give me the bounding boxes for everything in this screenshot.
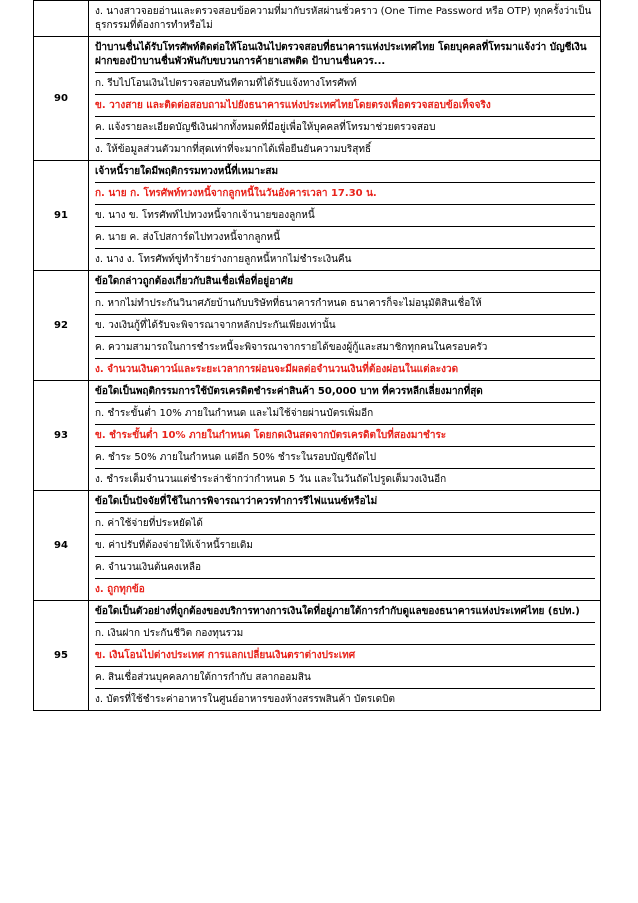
question-body [89, 1, 601, 37]
question-body [89, 601, 601, 711]
question-number: 91 [34, 161, 89, 271]
answer-option: ง. นางสาวจอยอ่านและตรวจสอบข้อความที่มากับรหัสผ่านชั่วคราว (One Time Password หรือ OTP) ทุกครั้งว่าเป็นธุรกรรมที่ต้องการทำหรือไม่ [95, 6, 592, 31]
question-number: 95 [34, 601, 89, 711]
answer-option: ก. ชำระขั้นต่ำ 10% ภายในกำหนด และไม่ใช้จ่ายผ่านบัตรเพิ่มอีก [95, 403, 595, 425]
correct-answer-option: ข. วางสาย และติดต่อสอบถามไปยังธนาคารแห่งประเทศไทยโดยตรงเพื่อตรวจสอบข้อเท็จจริง [95, 95, 595, 117]
question-row [34, 271, 601, 381]
question-body [89, 491, 601, 601]
answer-option: ค. แจ้งรายละเอียดบัญชีเงินฝากทั้งหมดที่มีอยู่เพื่อให้บุคคลที่โทรมาช่วยตรวจสอบ [95, 117, 595, 139]
question-text: ป้าบานชื่นได้รับโทรศัพท์ติดต่อให้โอนเงินไปตรวจสอบที่ธนาคารแห่งประเทศไทย โดยบุคคลที่โทรมาแจ้งว่า บัญชีเงินฝากของป้าบานชื่นพัวพันกับขบวนการค้ายาเสพติด ป้าบานชื่นควร... [95, 37, 595, 73]
answer-option: ก. หากไม่ทำประกันวินาศภัยบ้านกับบริษัทที่ธนาคารกำหนด ธนาคารก็จะไม่อนุมัติสินเชื่อให้ [95, 293, 595, 315]
question-number [34, 1, 89, 37]
correct-answer-option: ก. นาย ก. โทรศัพท์ทวงหนี้จากลูกหนี้ในวันอังคารเวลา 17.30 น. [95, 183, 595, 205]
question-text: ข้อใดเป็นตัวอย่างที่ถูกต้องของบริการทางการเงินใดที่อยู่ภายใต้การกำกับดูแลของธนาคารแห่งประเทศไทย (ธปท.) [95, 601, 595, 623]
answer-option: ค. ความสามารถในการชำระหนี้จะพิจารณาจากรายได้ของผู้กู้และสมาชิกทุกคนในครอบครัว [95, 337, 595, 359]
correct-answer-option: ง. จำนวนเงินดาวน์และระยะเวลาการผ่อนจะมีผลต่อจำนวนเงินที่ต้องผ่อนในแต่ละงวด [95, 364, 459, 375]
question-table-body [34, 1, 601, 711]
question-row [34, 491, 601, 601]
answer-option: ข. นาง ข. โทรศัพท์ไปทวงหนี้จากเจ้านายของลูกหนี้ [95, 205, 595, 227]
question-number: 93 [34, 381, 89, 491]
question-row [34, 37, 601, 161]
question-text: ข้อใดกล่าวถูกต้องเกี่ยวกับสินเชื่อเพื่อที่อยู่อาศัย [95, 271, 595, 293]
question-text: เจ้าหนี้รายใดมีพฤติกรรมทวงหนี้ที่เหมาะสม [95, 161, 595, 183]
question-row [34, 161, 601, 271]
correct-answer-option: ข. ชำระขั้นต่ำ 10% ภายในกำหนด โดยกดเงินสดจากบัตรเครดิตใบที่สองมาชำระ [95, 425, 595, 447]
question-number: 94 [34, 491, 89, 601]
answer-option: ง. ชำระเต็มจำนวนแต่ชำระล่าช้ากว่ากำหนด 5 วัน และในวันถัดไปรูดเต็มวงเงินอีก [95, 474, 447, 485]
question-body [89, 271, 601, 381]
question-body [89, 37, 601, 161]
question-text: ข้อใดเป็นพฤติกรรมการใช้บัตรเครดิตชำระค่าสินค้า 50,000 บาท ที่ควรหลีกเลี่ยงมากที่สุด [95, 381, 595, 403]
answer-option: ง. บัตรที่ใช้ชำระค่าอาหารในศูนย์อาหารของห้างสรรพสินค้า บัตรเดบิต [95, 694, 395, 705]
correct-answer-option: ข. เงินโอนไปต่างประเทศ การแลกเปลี่ยนเงินตราต่างประเทศ [95, 645, 595, 667]
quiz-sheet [33, 0, 601, 711]
answer-option: ก. เงินฝาก ประกันชีวิต กองทุนรวม [95, 623, 595, 645]
answer-option: ง. นาง ง. โทรศัพท์ขู่ทำร้ายร่างกายลูกหนี้หากไม่ชำระเงินคืน [95, 254, 352, 265]
answer-option: ง. ให้ข้อมูลส่วนตัวมากที่สุดเท่าที่จะมากได้เพื่อยืนยันความบริสุทธิ์ [95, 144, 372, 155]
correct-answer-option: ง. ถูกทุกข้อ [95, 584, 145, 595]
question-row [34, 601, 601, 711]
answer-option: ค. สินเชื่อส่วนบุคคลภายใต้การกำกับ สลากออมสิน [95, 667, 595, 689]
question-body [89, 161, 601, 271]
answer-option: ข. วงเงินกู้ที่ได้รับจะพิจารณาจากหลักประกันเพียงเท่านั้น [95, 315, 595, 337]
question-text: ข้อใดเป็นปัจจัยที่ใช้ในการพิจารณาว่าควรทำการรีไฟแนนซ์หรือไม่ [95, 491, 595, 513]
answer-option: ค. จำนวนเงินต้นคงเหลือ [95, 557, 595, 579]
question-body [89, 381, 601, 491]
question-row [34, 381, 601, 491]
answer-option: ก. รีบไปโอนเงินไปตรวจสอบทันทีตามที่ได้รับแจ้งทางโทรศัพท์ [95, 73, 595, 95]
answer-option: ค. นาย ค. ส่งโปสการ์ดไปทวงหนี้จากลูกหนี้ [95, 227, 595, 249]
question-table [33, 0, 601, 711]
answer-option: ก. ค่าใช้จ่ายที่ประหยัดได้ [95, 513, 595, 535]
answer-option: ค. ชำระ 50% ภายในกำหนด แต่อีก 50% ชำระในรอบบัญชีถัดไป [95, 447, 595, 469]
question-row [34, 1, 601, 37]
question-number: 92 [34, 271, 89, 381]
answer-option: ข. ค่าปรับที่ต้องจ่ายให้เจ้าหนี้รายเดิม [95, 535, 595, 557]
question-number: 90 [34, 37, 89, 161]
